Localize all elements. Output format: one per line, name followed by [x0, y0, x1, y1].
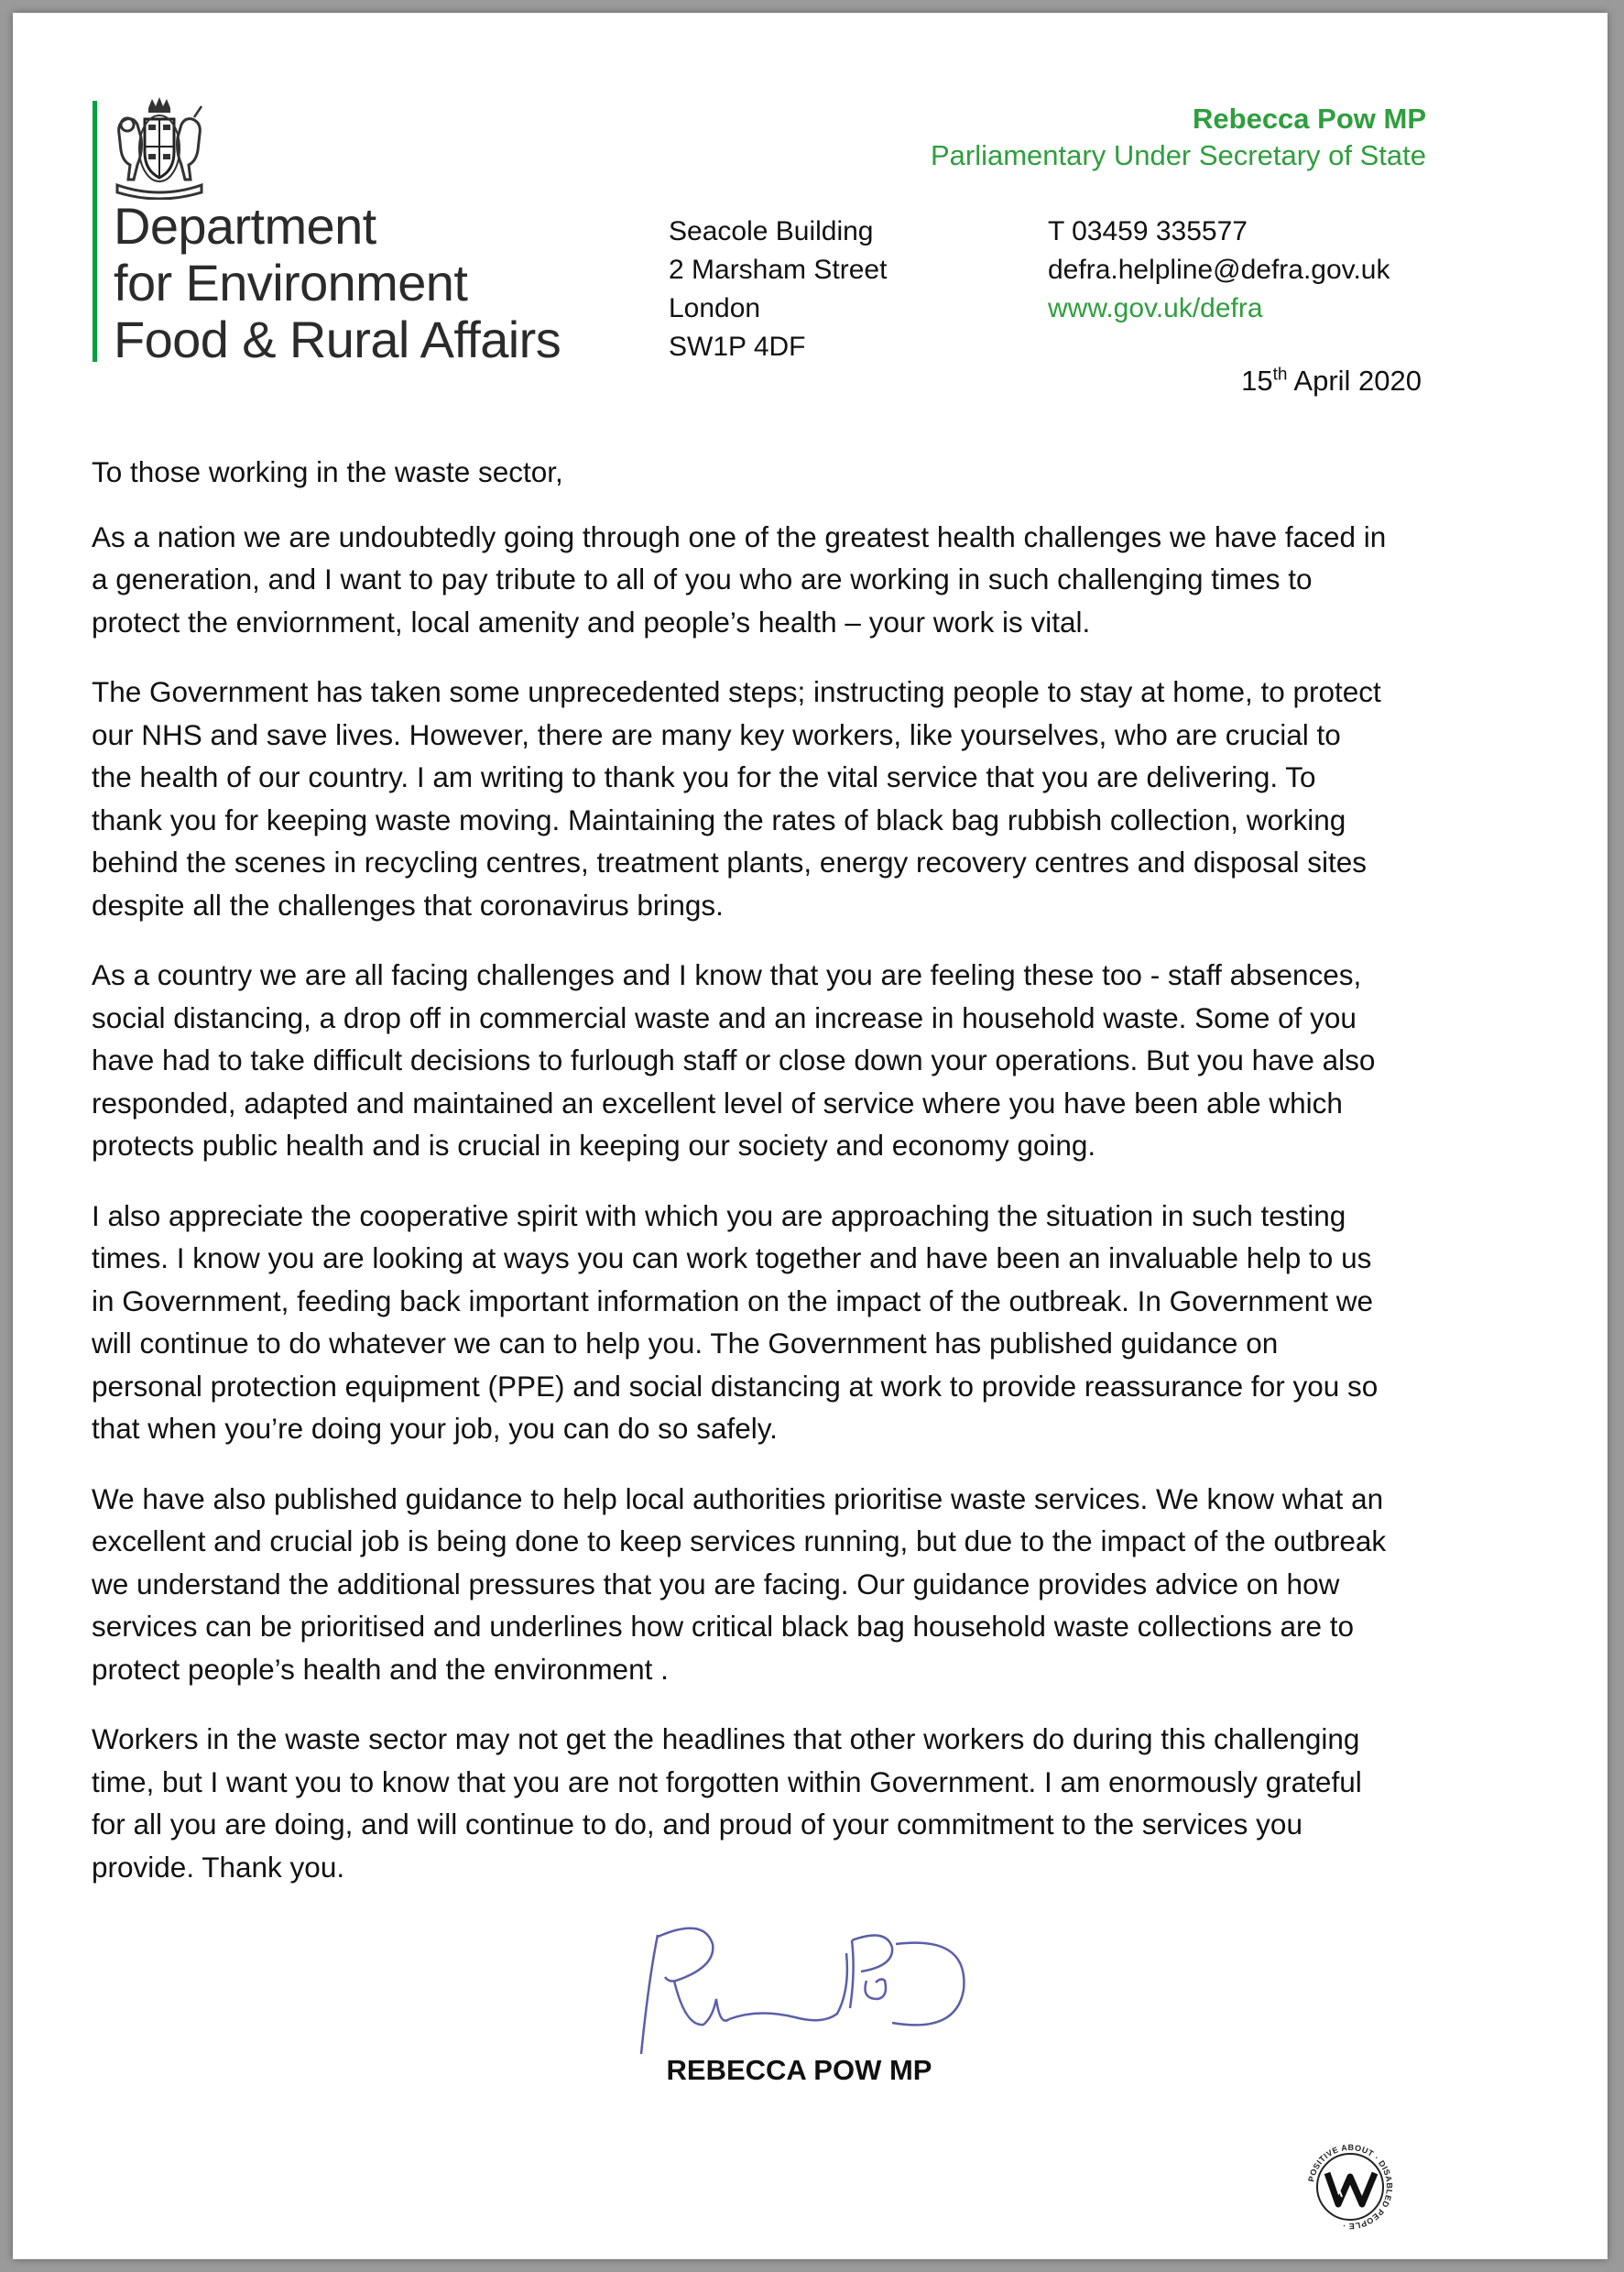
date-day: 15	[1241, 365, 1273, 397]
handwritten-signature-icon	[621, 1917, 1006, 2063]
address-line-2: 2 Marsham Street	[669, 255, 888, 285]
logo-green-rule	[93, 101, 97, 362]
svg-text:POSITIVE ABOUT · DISABLED PEOP: POSITIVE ABOUT · DISABLED PEOPLE ·	[1306, 2142, 1395, 2232]
greeting: To those working in the waste sector,	[92, 455, 563, 488]
email-address: defra.helpline@defra.gov.uk	[1048, 255, 1390, 285]
letter-date	[1241, 365, 1422, 398]
contact-details	[1048, 213, 1390, 328]
signatory-name	[13, 2054, 1608, 2087]
date-suffix: th	[1272, 365, 1288, 385]
phone-number: T 03459 335577	[1048, 216, 1248, 246]
royal-coat-of-arms-icon	[110, 97, 209, 200]
department-name	[114, 198, 561, 368]
address-line-1: Seacole Building	[669, 216, 874, 246]
website-link[interactable]: www.gov.uk/defra	[1048, 293, 1263, 323]
department-name-line-1: Department	[114, 197, 376, 255]
minister-role: Parliamentary Under Secretary of State	[930, 139, 1426, 171]
letter-page	[13, 13, 1608, 2259]
paragraph-2: The Government has taken some unprecedented steps; instructing people to stay at home, to protect our NHS and save lives. However, there are many key workers, like yourselves, who are crucial to the health of our country. I am writing to thank you for the vital service that you are delivering. To thank you for keeping waste moving. Maintaining the rates of black bag rubbish collection, working behind the scenes in recycling centres, treatment plants, energy recovery centres and disposal sites despite all the challenges that coronavirus brings.	[92, 675, 1381, 922]
paragraph-3: As a country we are all facing challenges and I know that you are feeling these too - staff absences, social distancing, a drop off in commercial waste and an increase in household waste. Some of you have had to take difficult decisions to furlough staff or close down your operations. But you have also responded, adapted and maintained an excellent level of service where you have been able which protects public health and is crucial in keeping our society and economy going.	[92, 958, 1376, 1162]
paragraph-1: As a nation we are undoubtedly going through one of the greatest health challenges we have faced in a generation, and I want to pay tribute to all of you who are working in such challenging times to protect the enviornment, local amenity and people’s health – your work is vital.	[92, 519, 1387, 639]
department-name-line-2: for Environment	[114, 254, 468, 311]
address-line-4: SW1P 4DF	[669, 332, 806, 362]
paragraph-6: Workers in the waste sector may not get the headlines that other workers do during this challenging time, but I want you to know that you are not forgotten within Government. I am enormously grateful for all you are doing, and will continue to do, and proud of your commitment to the services you provide. Thank you.	[92, 1722, 1362, 1884]
postal-address	[669, 213, 887, 366]
letter-body	[92, 451, 1539, 1916]
address-line-3: London	[669, 293, 761, 323]
department-name-line-3: Food & Rural Affairs	[114, 311, 561, 368]
date-month-year: April 2020	[1287, 365, 1422, 397]
signatory-name-text: REBECCA POW MP	[666, 2054, 932, 2086]
paragraph-5: We have also published guidance to help local authorities prioritise waste services. We know what an excellent and crucial job is being done to keep services running, but due to the impact of the outbreak we understand the additional pressures that you are facing. Our guidance provides advice on how services can be prioritised and underlines how critical black bag household waste collections are to protect people’s health and the environment .	[92, 1481, 1387, 1686]
minister-name: Rebecca Pow MP	[1193, 103, 1426, 135]
positive-about-disabled-people-badge-icon	[1300, 2136, 1401, 2237]
paragraph-4: I also appreciate the cooperative spirit with which you are approaching the situation in such testing times. I know you are looking at ways you can work together and have been an invaluable help to us in Government, feeding back important information on the impact of the outbreak. In Government we will continue to do whatever we can to help you. The Government has published guidance on personal protection equipment (PPE) and social distancing at work to provide reassurance for you so that when you’re doing your job, you can do so safely.	[92, 1198, 1379, 1445]
